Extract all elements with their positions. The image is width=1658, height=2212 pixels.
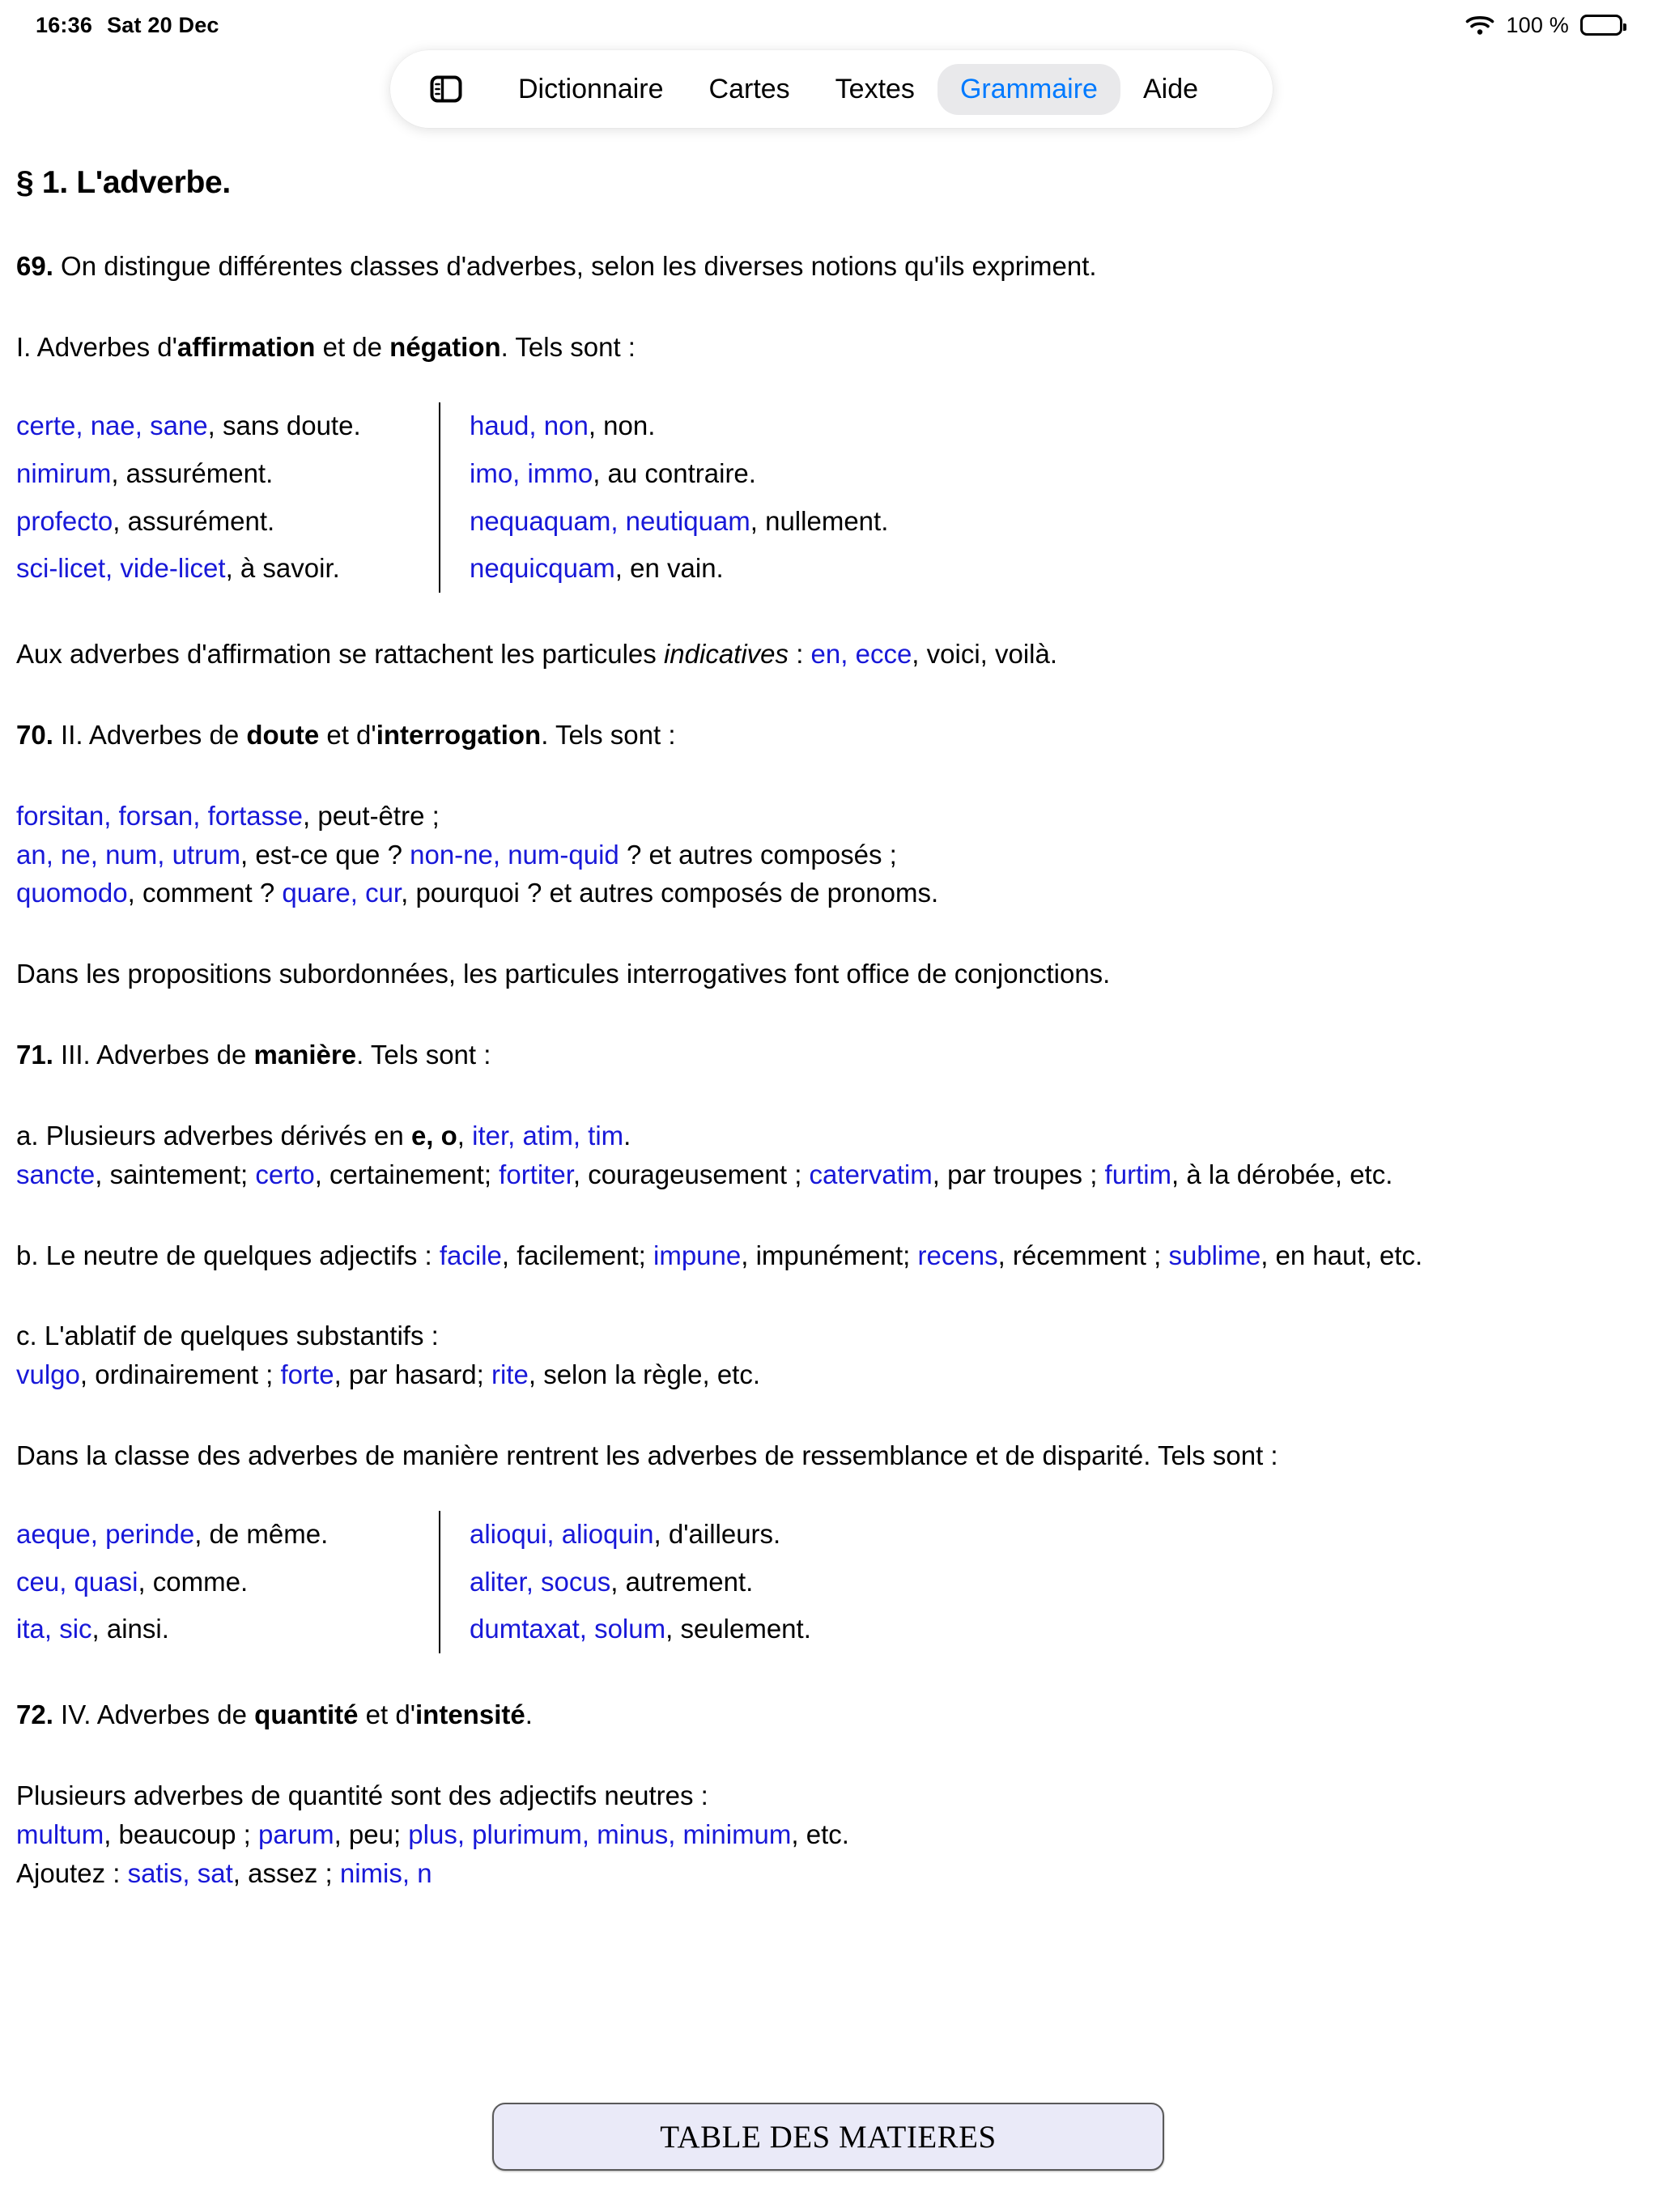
- paragraph-quantity-lead: Plusieurs adverbes de quantité sont des adjectifs neutres :: [16, 1780, 708, 1811]
- paragraph-number-69: 69.: [16, 251, 53, 282]
- section-1-keyword-1: affirmation: [176, 332, 316, 363]
- p71-keyword-1: manière: [253, 1040, 357, 1070]
- gloss: , par troupes ;: [932, 1159, 1105, 1189]
- gloss: , assurément.: [111, 457, 274, 488]
- gloss: , assez ;: [232, 1857, 340, 1888]
- battery-percent-label: 100 %: [1506, 12, 1569, 37]
- nav-item-dictionnaire[interactable]: Dictionnaire: [518, 73, 664, 104]
- gloss: , ordinairement ;: [79, 1359, 281, 1390]
- top-navigation-bar: [390, 50, 1273, 128]
- gloss: , impunément;: [741, 1240, 918, 1270]
- latin-term[interactable]: parum: [258, 1819, 334, 1849]
- latin-term[interactable]: vulgo: [16, 1359, 80, 1390]
- gloss: , saintement;: [95, 1159, 256, 1189]
- p71-pre: III. Adverbes de: [53, 1040, 254, 1070]
- paragraph-subordinate: Dans les propositions subordonnées, les particules interrogatives font office de conjonctions.: [16, 959, 1111, 989]
- gloss: , ainsi.: [91, 1614, 169, 1644]
- section-1-pre: I. Adverbes d': [16, 332, 177, 363]
- latin-term[interactable]: sancte: [16, 1159, 96, 1189]
- latin-term[interactable]: dumtaxat, solum: [470, 1614, 666, 1644]
- latin-term[interactable]: rite: [491, 1359, 529, 1390]
- list-70: [16, 797, 1642, 913]
- status-bar: [0, 0, 1658, 50]
- table-row: [16, 450, 439, 498]
- latin-term[interactable]: nequicquam: [470, 553, 615, 584]
- gloss: , facilement;: [501, 1240, 653, 1270]
- latin-term[interactable]: ita, sic: [16, 1614, 92, 1644]
- wifi-icon: [1465, 15, 1494, 36]
- nav-item-grammaire[interactable]: Grammaire: [937, 64, 1120, 115]
- item-a-pre: a. Plusieurs adverbes dérivés en: [16, 1120, 411, 1151]
- gloss: , seulement.: [665, 1614, 811, 1644]
- latin-term[interactable]: facile: [439, 1240, 502, 1270]
- latin-term[interactable]: sublime: [1168, 1240, 1261, 1270]
- latin-term[interactable]: furtim: [1104, 1159, 1172, 1189]
- gloss: , à la dérobée, etc.: [1171, 1159, 1393, 1189]
- word-table-1-left-column: [16, 402, 439, 593]
- item-a: [16, 1117, 1642, 1194]
- paragraph-70: [16, 716, 1642, 755]
- gloss: , non.: [588, 410, 656, 441]
- status-bar-left: [36, 13, 219, 38]
- latin-term[interactable]: catervatim: [809, 1159, 933, 1189]
- latin-term[interactable]: certe, nae, sane: [16, 410, 208, 441]
- page-title: § 1. L'adverbe.: [16, 165, 231, 200]
- gloss: , de même.: [194, 1518, 329, 1549]
- paragraph-71: [16, 1036, 1642, 1074]
- gloss: , certainement;: [314, 1159, 500, 1189]
- aux-mid: :: [789, 639, 811, 669]
- gloss: , courageusement ;: [572, 1159, 810, 1189]
- p72-post: .: [525, 1699, 533, 1730]
- latin-term[interactable]: haud, non: [470, 410, 589, 441]
- word-table-2: [16, 1511, 1642, 1653]
- word-table-2-left-column: [16, 1511, 439, 1653]
- paragraph-quantity: [16, 1776, 1642, 1893]
- gloss: , assurément.: [113, 505, 275, 536]
- nav-item-aide[interactable]: Aide: [1142, 73, 1199, 104]
- table-row: [16, 498, 439, 546]
- gloss: , d'ailleurs.: [653, 1518, 781, 1549]
- table-row: [470, 1559, 811, 1606]
- p70-keyword-2: interrogation: [376, 719, 542, 750]
- latin-term[interactable]: aeque, perinde: [16, 1518, 195, 1549]
- latin-term[interactable]: aliter, socus: [470, 1566, 611, 1597]
- latin-term[interactable]: alioqui, alioquin: [470, 1518, 654, 1549]
- status-time: 16:36: [36, 12, 93, 37]
- p70-keyword-1: doute: [246, 719, 320, 750]
- table-row: [470, 402, 888, 450]
- table-row: [16, 1559, 439, 1606]
- gloss: , à savoir.: [225, 553, 340, 584]
- latin-term[interactable]: recens: [917, 1240, 998, 1270]
- aux-pre: Aux adverbes d'affirmation se rattachent les particules: [16, 639, 664, 669]
- gloss: , comme.: [138, 1566, 249, 1597]
- item-a-post: .: [623, 1120, 631, 1151]
- gloss: , sans doute.: [207, 410, 361, 441]
- latin-term[interactable]: satis, sat: [127, 1857, 233, 1888]
- sidebar-toggle-icon[interactable]: [418, 64, 474, 114]
- paragraph-69-text: On distingue différentes classes d'adverbes, selon les diverses notions qu'ils expriment.: [53, 251, 1097, 282]
- latin-term[interactable]: nimirum: [16, 457, 112, 488]
- table-row: [16, 1606, 439, 1653]
- latin-term[interactable]: quare, cur: [282, 878, 402, 908]
- p72-keyword-1: quantité: [254, 1699, 359, 1730]
- table-row: [16, 402, 439, 450]
- item-a-bold: e, o: [410, 1120, 457, 1151]
- nav-item-cartes[interactable]: Cartes: [708, 73, 790, 104]
- latin-term[interactable]: profecto: [16, 505, 113, 536]
- gloss: ? et autres composés ;: [619, 839, 897, 870]
- section-1-keyword-2: négation: [389, 332, 501, 363]
- paragraph-72: [16, 1695, 1642, 1734]
- section-1-mid: et de: [315, 332, 390, 363]
- paragraph-69: [16, 247, 1642, 286]
- latin-term[interactable]: forte: [280, 1359, 334, 1390]
- gloss: , etc.: [791, 1819, 849, 1849]
- status-date: Sat 20 Dec: [107, 12, 219, 37]
- p70-post: . Tels sont :: [541, 719, 676, 750]
- gloss: , beaucoup ;: [104, 1819, 259, 1849]
- latin-term[interactable]: impune: [653, 1240, 742, 1270]
- item-b-pre: b. Le neutre de quelques adjectifs :: [16, 1240, 440, 1270]
- gloss: , autrement.: [610, 1566, 754, 1597]
- gloss: , en haut, etc.: [1261, 1240, 1423, 1270]
- gloss: , pourquoi ? et autres composés de pronoms.: [401, 878, 939, 908]
- gloss: , par hasard;: [334, 1359, 492, 1390]
- p70-mid: et d': [319, 719, 376, 750]
- gloss: , peut-être ;: [303, 800, 440, 831]
- table-row: [470, 450, 888, 498]
- gloss: , au contraire.: [593, 457, 756, 488]
- paragraph-indicatives: [16, 635, 1642, 674]
- item-c-pre: c. L'ablatif de quelques substantifs :: [16, 1321, 439, 1351]
- gloss: , peu;: [334, 1819, 409, 1849]
- latin-term[interactable]: en, ecce: [810, 639, 912, 669]
- table-of-contents-button[interactable]: TABLE DES MATIERES: [492, 2103, 1164, 2171]
- latin-term[interactable]: nequaquam, neutiquam: [470, 505, 750, 536]
- aux-italic: indicatives: [663, 639, 789, 669]
- p72-keyword-2: intensité: [415, 1699, 525, 1730]
- nav-item-textes[interactable]: Textes: [835, 73, 915, 104]
- battery-full-icon: [1580, 15, 1622, 36]
- gloss: , récemment ;: [997, 1240, 1169, 1270]
- p72-mid: et d': [358, 1699, 416, 1730]
- paragraph-ressemblance: Dans la classe des adverbes de manière rentrent les adverbes de ressemblance et de disparité. Tels sont :: [16, 1440, 1278, 1471]
- gloss: , est-ce que ?: [240, 839, 410, 870]
- table-row: [16, 1511, 439, 1559]
- section-1-intro: [16, 328, 1642, 367]
- paragraph-number-70: 70.: [16, 719, 53, 750]
- latin-term[interactable]: fortiter: [499, 1159, 573, 1189]
- word-table-2-right-column: [440, 1511, 811, 1653]
- latin-term[interactable]: forsitan, forsan, fortasse: [16, 800, 303, 831]
- p72-pre: IV. Adverbes de: [53, 1699, 255, 1730]
- table-row: [470, 545, 888, 593]
- latin-term[interactable]: non-ne, num-quid: [410, 839, 619, 870]
- latin-term[interactable]: certo: [255, 1159, 315, 1189]
- gloss: , selon la règle, etc.: [528, 1359, 761, 1390]
- latin-term[interactable]: ceu, quasi: [16, 1566, 138, 1597]
- word-table-1: [16, 402, 1642, 593]
- latin-term[interactable]: sci-licet, vide-licet: [16, 553, 226, 584]
- table-row: [16, 545, 439, 593]
- p70-pre: II. Adverbes de: [53, 719, 247, 750]
- latin-term[interactable]: plus, plurimum, minus, minimum: [408, 1819, 792, 1849]
- latin-term[interactable]: multum: [16, 1819, 104, 1849]
- item-a-mid: ,: [457, 1120, 473, 1151]
- table-row: [470, 1511, 811, 1559]
- item-c: [16, 1317, 1642, 1394]
- item-b: [16, 1236, 1642, 1275]
- paragraph-number-72: 72.: [16, 1699, 53, 1730]
- gloss: Ajoutez :: [16, 1857, 128, 1888]
- gloss: , nullement.: [750, 505, 889, 536]
- grammar-document: [0, 144, 1658, 1893]
- gloss: , comment ?: [127, 878, 283, 908]
- paragraph-number-71: 71.: [16, 1040, 53, 1070]
- latin-term[interactable]: iter, atim, tim: [472, 1120, 624, 1151]
- latin-term[interactable]: an, ne, num, utrum: [16, 839, 240, 870]
- latin-term[interactable]: nimis, n: [339, 1857, 432, 1888]
- latin-term[interactable]: imo, immo: [470, 457, 593, 488]
- table-row: [470, 498, 888, 546]
- aux-post: , voici, voilà.: [912, 639, 1058, 669]
- section-1-post: . Tels sont :: [500, 332, 636, 363]
- p71-post: . Tels sont :: [356, 1040, 491, 1070]
- table-row: [470, 1606, 811, 1653]
- latin-term[interactable]: quomodo: [16, 878, 128, 908]
- gloss: , en vain.: [614, 553, 724, 584]
- status-bar-right: [1465, 13, 1622, 38]
- word-table-1-right-column: [440, 402, 888, 593]
